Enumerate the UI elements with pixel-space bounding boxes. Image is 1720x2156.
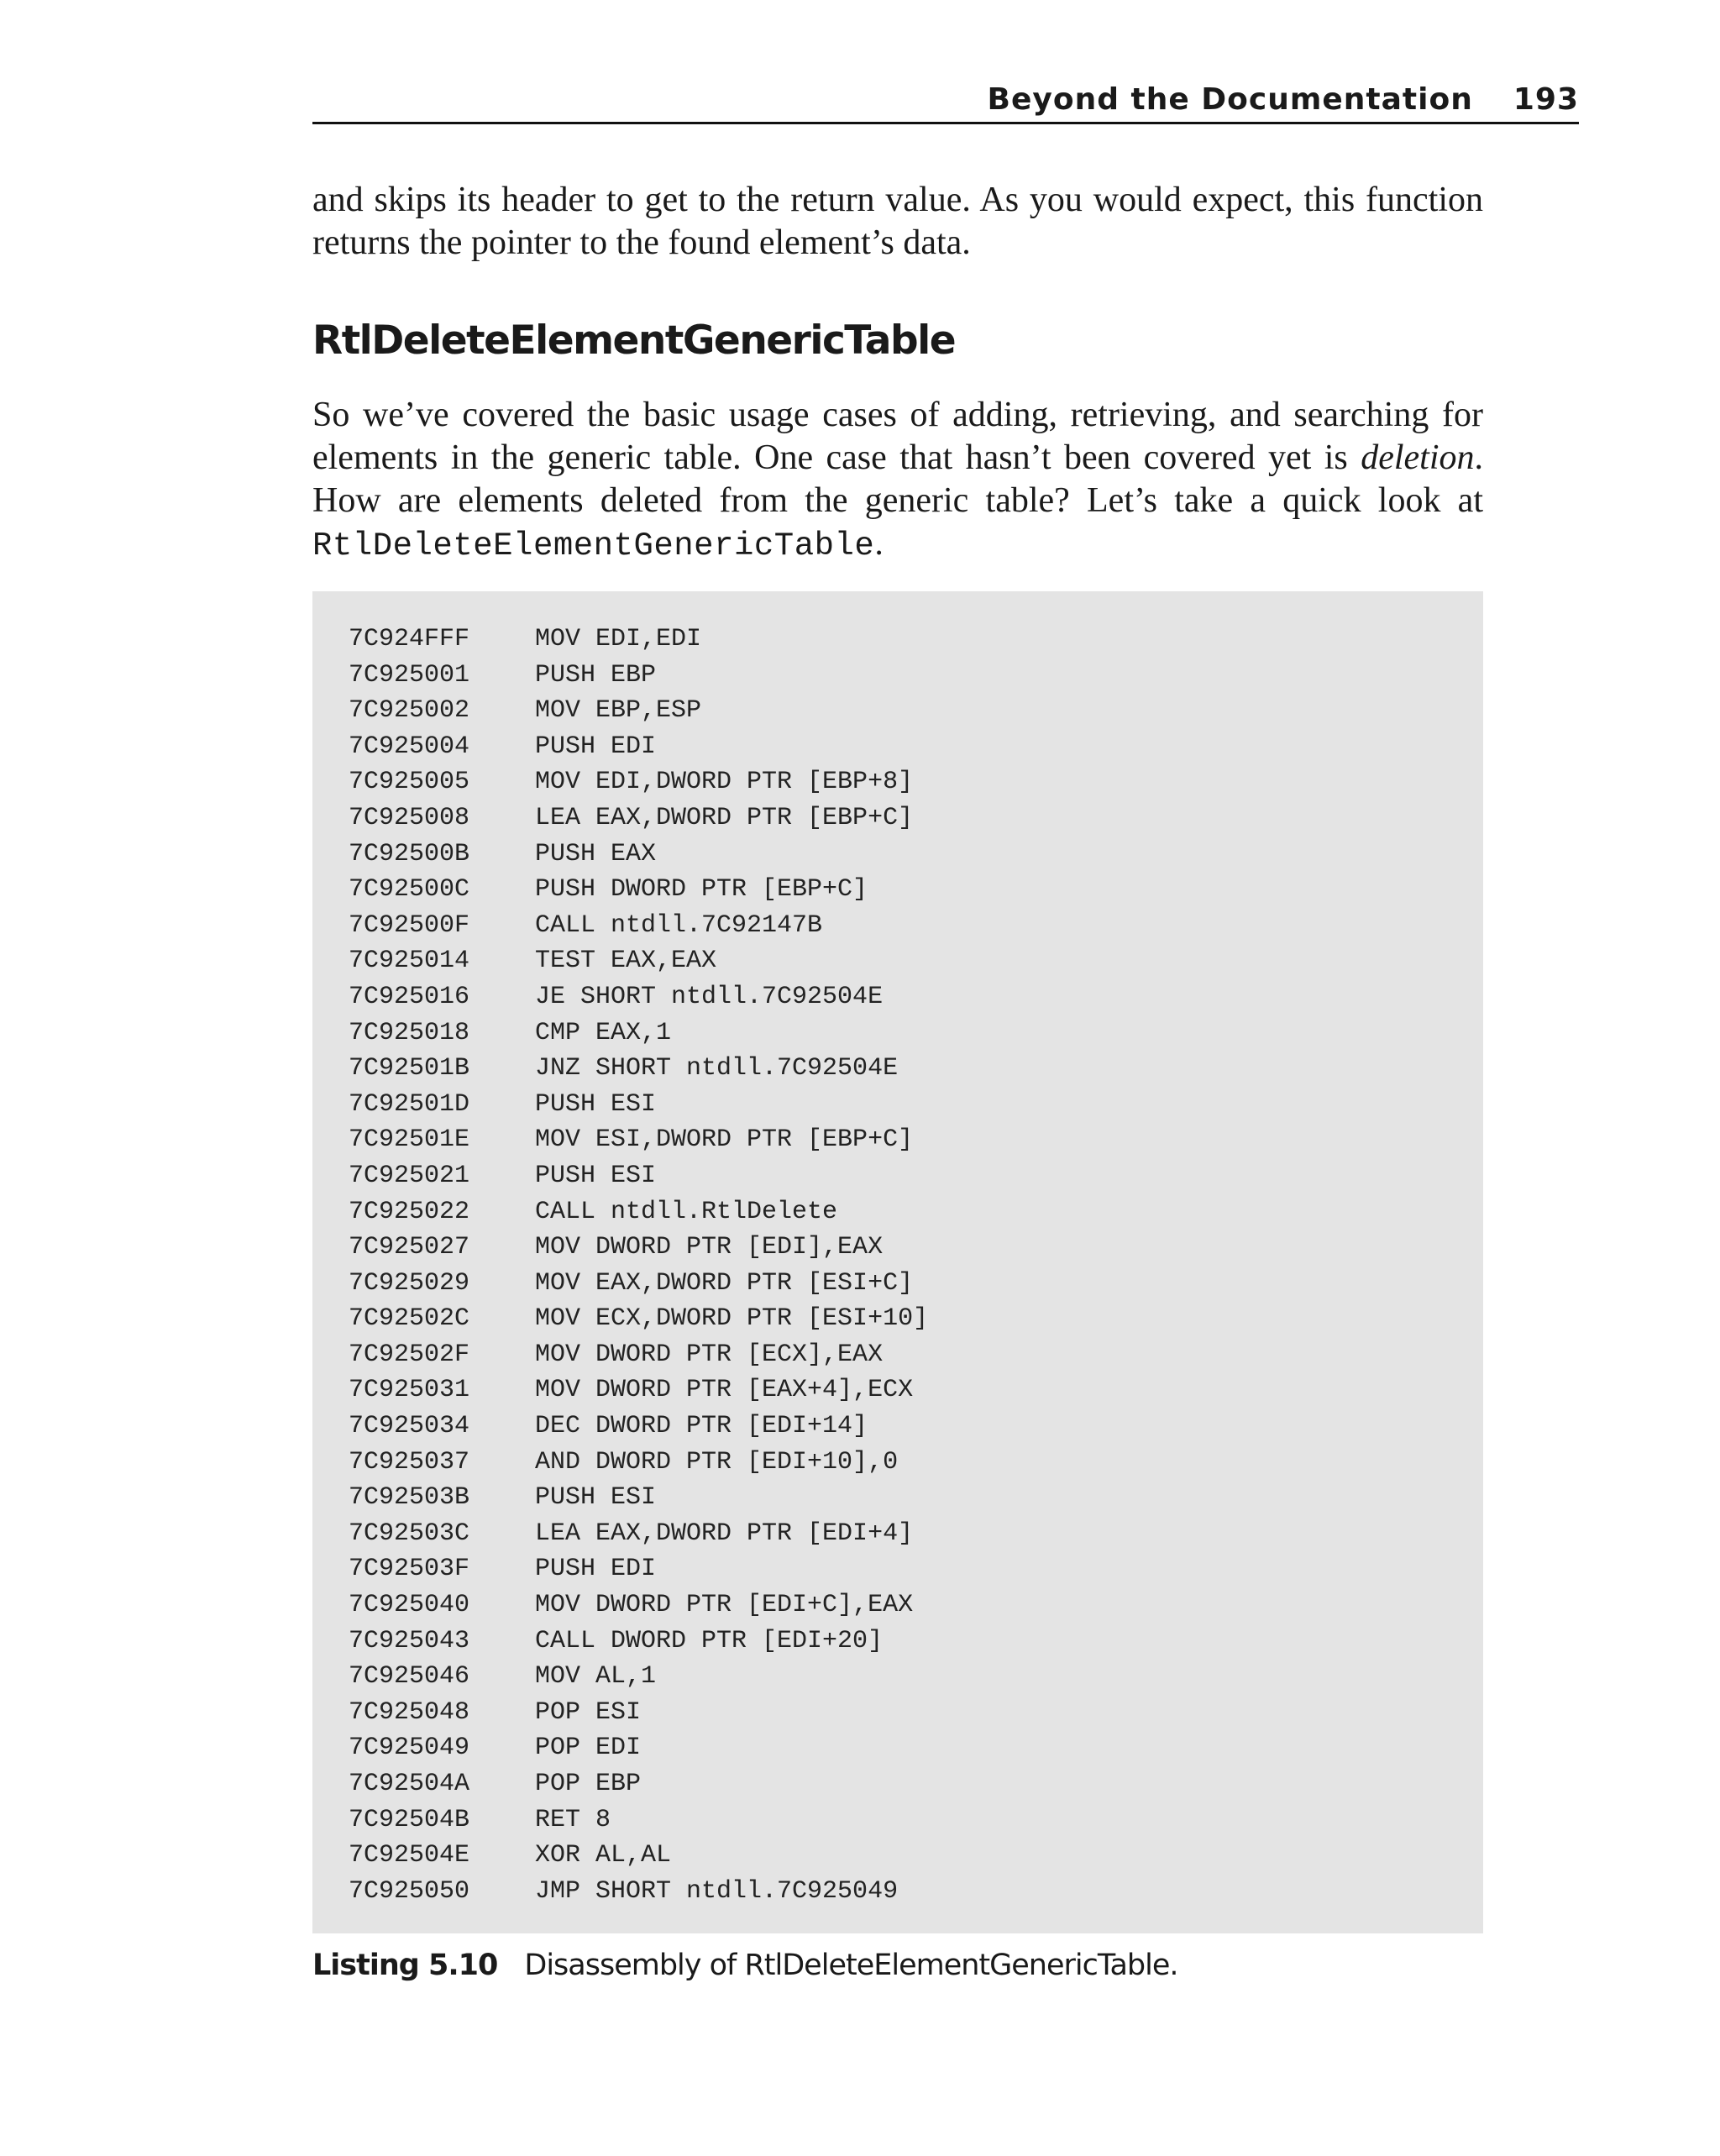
code-address: 7C925050 [349,1876,470,1906]
code-address: 7C92501E [349,1125,470,1155]
code-address: 7C925018 [349,1018,470,1047]
code-line [349,1301,1483,1337]
code-instruction: CALL ntdll.7C92147B [535,910,823,940]
code-line [349,1695,1483,1731]
code-address: 7C925008 [349,803,470,832]
code-address: 7C925029 [349,1268,470,1298]
code-line [349,1445,1483,1481]
code-instruction: PUSH ESI [535,1483,657,1513]
code-instruction: CMP EAX,1 [535,1018,672,1047]
code-instruction: MOV EAX,DWORD PTR [ESI+C] [535,1268,914,1298]
code-instruction: JNZ SHORT ntdll.7C92504E [535,1054,899,1083]
code-line [349,764,1483,800]
code-line [349,1480,1483,1516]
code-line [349,658,1483,694]
code-address: 7C925046 [349,1662,470,1692]
code-line [349,943,1483,979]
code-line [349,1230,1483,1266]
code-line [349,1158,1483,1194]
code-address: 7C925034 [349,1412,470,1441]
code-address: 7C925005 [349,768,470,797]
code-line [349,622,1483,658]
code-address: 7C92504A [349,1770,470,1798]
code-instruction: LEA EAX,DWORD PTR [EDI+4] [535,1519,914,1548]
code-address: 7C92500B [349,839,470,868]
code-instruction: MOV ECX,DWORD PTR [ESI+10] [535,1304,929,1334]
code-instruction: PUSH EDI [535,1555,657,1584]
code-address: 7C92503F [349,1555,470,1584]
listing-caption [312,1946,1178,1985]
code-address: 7C92504B [349,1805,470,1834]
code-listing [312,591,1483,1933]
code-address: 7C925048 [349,1697,470,1727]
code-instruction: POP EDI [535,1734,642,1763]
code-instruction: LEA EAX,DWORD PTR [EBP+C] [535,803,914,832]
code-address: 7C925022 [349,1197,470,1226]
code-address: 7C925040 [349,1591,470,1620]
paragraph-text-after: . [874,524,884,563]
code-instruction: MOV EDI,EDI [535,625,702,653]
code-line [349,693,1483,729]
code-instruction: AND DWORD PTR [EDI+10],0 [535,1447,899,1477]
code-line [349,908,1483,944]
code-instruction: MOV EBP,ESP [535,696,702,726]
code-instruction: JMP SHORT ntdll.7C925049 [535,1876,899,1906]
caption-text: Disassembly of RtlDeleteElementGenericTable. [524,1949,1178,1982]
code-address: 7C925021 [349,1161,470,1190]
code-instruction: CALL ntdll.RtlDelete [535,1197,838,1226]
page-number: 193 [1513,82,1579,117]
section-heading: RtlDeleteElementGenericTable [312,317,956,364]
code-line [349,1015,1483,1052]
code-line [349,1194,1483,1230]
code-line [349,1516,1483,1552]
code-instruction: RET 8 [535,1805,611,1834]
code-line [349,1730,1483,1766]
code-address: 7C925014 [349,947,470,976]
code-instruction: XOR AL,AL [535,1841,672,1870]
code-address: 7C92500F [349,910,470,940]
code-address: 7C925004 [349,732,470,761]
code-instruction: TEST EAX,EAX [535,947,717,976]
code-instruction: MOV DWORD PTR [EDI],EAX [535,1233,884,1262]
code-instruction: PUSH EBP [535,660,657,690]
running-header [312,81,1579,124]
code-address: 7C92502F [349,1340,470,1369]
code-address: 7C924FFF [349,625,470,653]
code-line [349,1408,1483,1445]
code-line [349,979,1483,1015]
code-line [349,872,1483,908]
code-instruction: PUSH EDI [535,732,657,761]
code-instruction: MOV EDI,DWORD PTR [EBP+8] [535,768,914,797]
code-address: 7C925001 [349,660,470,690]
code-line [349,837,1483,873]
code-instruction: PUSH EAX [535,839,657,868]
code-address: 7C92502C [349,1304,470,1334]
code-address: 7C925031 [349,1376,470,1405]
code-line [349,729,1483,765]
code-instruction: DEC DWORD PTR [EDI+14] [535,1412,868,1441]
code-instruction: JE SHORT ntdll.7C92504E [535,982,884,1011]
code-address: 7C92503C [349,1519,470,1548]
paragraph-deletion [312,394,1483,568]
code-instruction: MOV ESI,DWORD PTR [EBP+C] [535,1125,914,1155]
code-line [349,1624,1483,1660]
code-address: 7C925002 [349,696,470,726]
code-line [349,1766,1483,1802]
code-address: 7C925016 [349,982,470,1011]
code-line [349,1802,1483,1839]
caption-label: Listing 5.10 [312,1949,498,1982]
code-line [349,1337,1483,1373]
code-instruction: POP EBP [535,1770,642,1798]
code-line [349,1372,1483,1408]
code-instruction: MOV DWORD PTR [EDI+C],EAX [535,1591,914,1620]
code-line [349,800,1483,837]
code-instruction: PUSH DWORD PTR [EBP+C] [535,875,868,905]
code-instruction: CALL DWORD PTR [EDI+20] [535,1626,884,1655]
code-address: 7C92504E [349,1841,470,1870]
paragraph-text-middle: . How are elements deleted from the generic table? Let’s take a quick look at [312,438,1483,520]
code-address: 7C92503B [349,1483,470,1513]
code-address: 7C925043 [349,1626,470,1655]
code-line [349,1874,1483,1910]
code-instruction: MOV AL,1 [535,1662,657,1692]
code-address: 7C925037 [349,1447,470,1477]
code-line [349,1659,1483,1695]
code-line [349,1122,1483,1158]
code-instruction: PUSH ESI [535,1089,657,1119]
code-instruction: POP ESI [535,1697,642,1727]
code-address: 7C92500C [349,875,470,905]
code-line [349,1266,1483,1302]
code-address: 7C92501B [349,1054,470,1083]
code-line [349,1838,1483,1874]
code-line [349,1087,1483,1123]
paragraph-intro: and skips its header to get to the return value. As you would expect, this function returns the pointer to the found element’s data. [312,181,1483,262]
code-line [349,1051,1483,1087]
code-line [349,1551,1483,1587]
emphasis-deletion: deletion [1361,438,1475,477]
inline-code-function-name: RtlDeleteElementGenericTable [312,527,875,564]
code-address: 7C925049 [349,1734,470,1763]
paragraph-text-before: So we’ve covered the basic usage cases of adding, retrieving, and searching for elements in the generic table. One case that hasn’t been covered yet is [312,396,1483,477]
code-instruction: PUSH ESI [535,1161,657,1190]
code-address: 7C92501D [349,1089,470,1119]
code-instruction: MOV DWORD PTR [EAX+4],ECX [535,1376,914,1405]
code-instruction: MOV DWORD PTR [ECX],EAX [535,1340,884,1369]
code-line [349,1587,1483,1624]
running-title: Beyond the Documentation [987,82,1473,117]
code-address: 7C925027 [349,1233,470,1262]
